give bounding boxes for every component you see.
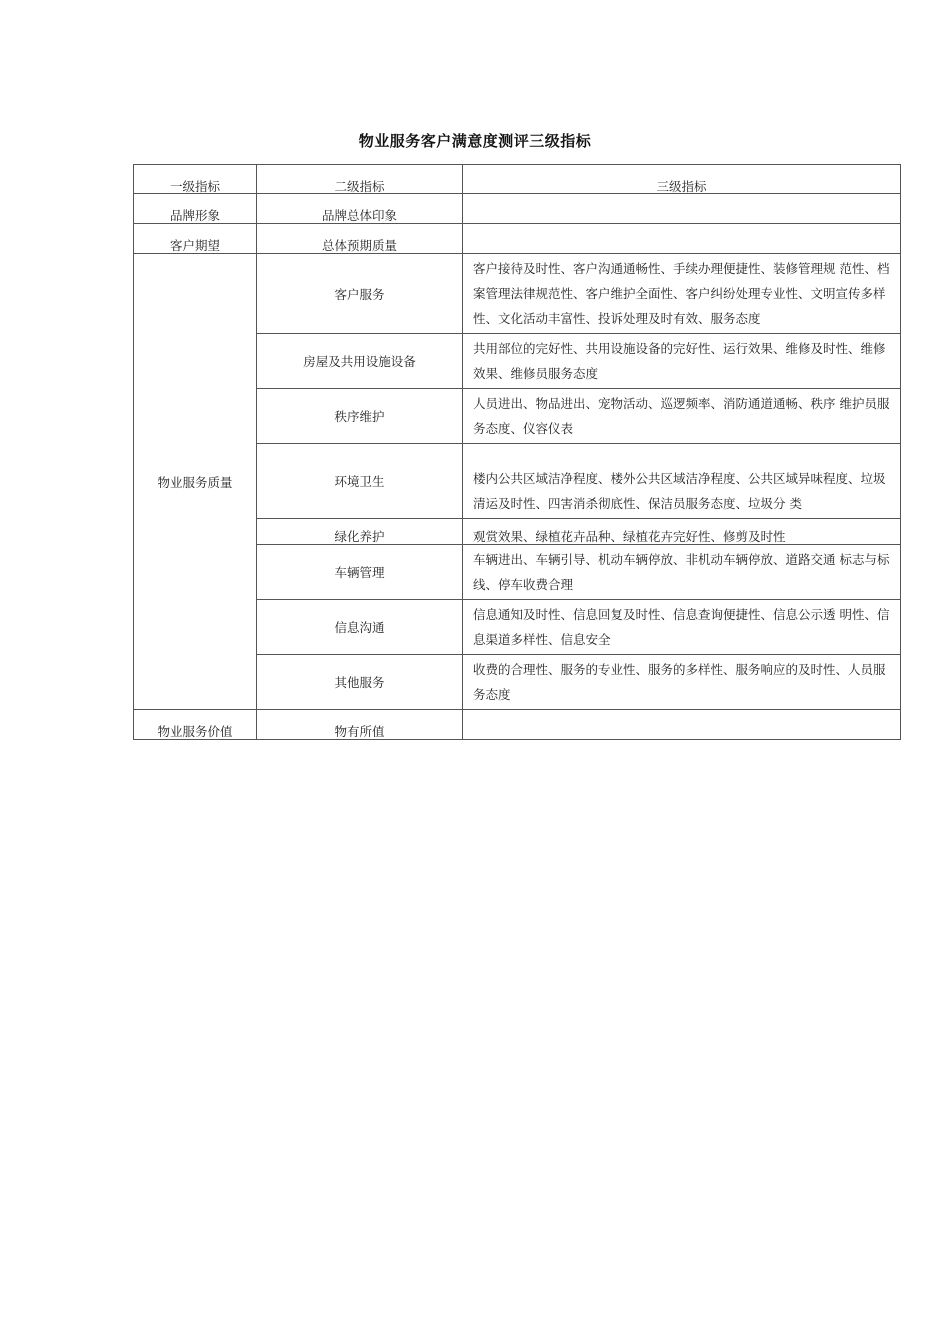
table-row bbox=[134, 224, 901, 254]
level3-cell: 信息通知及时性、信息回复及时性、信息查询便捷性、信息公示透 明性、信息渠道多样性、信息安全 bbox=[463, 600, 901, 655]
level3-cell: 楼内公共区域洁净程度、楼外公共区域洁净程度、公共区域异味程度、垃圾清运及时性、四害消杀彻底性、保洁员服务态度、垃圾分 类 bbox=[463, 444, 901, 519]
level2-cell: 车辆管理 bbox=[257, 545, 463, 600]
level3-cell: 共用部位的完好性、共用设施设备的完好性、运行效果、维修及时性、维修效果、维修员服务态度 bbox=[463, 334, 901, 389]
table-row bbox=[134, 254, 901, 334]
level2-cell: 信息沟通 bbox=[257, 600, 463, 655]
level3-cell: 人员进出、物品进出、宠物活动、巡逻频率、消防通道通畅、秩序 维护员服务态度、仪容仪表 bbox=[463, 389, 901, 444]
level2-cell: 其他服务 bbox=[257, 655, 463, 710]
table-row bbox=[134, 710, 901, 740]
level1-cell-quality: 物业服务质量 bbox=[134, 254, 257, 710]
level1-cell: 品牌形象 bbox=[134, 194, 257, 224]
level3-cell: 客户接待及时性、客户沟通通畅性、手续办理便捷性、装修管理规 范性、档案管理法律规范性、客户维护全面性、客户纠纷处理专业性、文明宣传多样性、文化活动丰富性、投诉处理及时有效、服务态度 bbox=[463, 254, 901, 334]
level2-cell: 客户服务 bbox=[257, 254, 463, 334]
level2-cell: 秩序维护 bbox=[257, 389, 463, 444]
level1-cell: 物业服务价值 bbox=[134, 710, 257, 740]
level3-cell: 车辆进出、车辆引导、机动车辆停放、非机动车辆停放、道路交通 标志与标线、停车收费合理 bbox=[463, 545, 901, 600]
level3-cell: 观赏效果、绿植花卉品种、绿植花卉完好性、修剪及时性 bbox=[463, 519, 901, 545]
level3-cell bbox=[463, 710, 901, 740]
header-level1: 一级指标 bbox=[134, 165, 257, 194]
table-header-row bbox=[134, 165, 901, 194]
level2-cell: 环境卫生 bbox=[257, 444, 463, 519]
header-level2: 二级指标 bbox=[257, 165, 463, 194]
level1-cell: 客户期望 bbox=[134, 224, 257, 254]
level2-cell: 绿化养护 bbox=[257, 519, 463, 545]
level2-cell: 物有所值 bbox=[257, 710, 463, 740]
level2-cell: 总体预期质量 bbox=[257, 224, 463, 254]
level3-cell bbox=[463, 194, 901, 224]
header-level3: 三级指标 bbox=[463, 165, 901, 194]
indicator-table bbox=[133, 164, 901, 740]
table-row bbox=[134, 194, 901, 224]
level3-cell: 收费的合理性、服务的专业性、服务的多样性、服务响应的及时性、人员服务态度 bbox=[463, 655, 901, 710]
level3-cell bbox=[463, 224, 901, 254]
page-title: 物业服务客户满意度测评三级指标 bbox=[358, 132, 592, 150]
level2-cell: 品牌总体印象 bbox=[257, 194, 463, 224]
level2-cell: 房屋及共用设施设备 bbox=[257, 334, 463, 389]
